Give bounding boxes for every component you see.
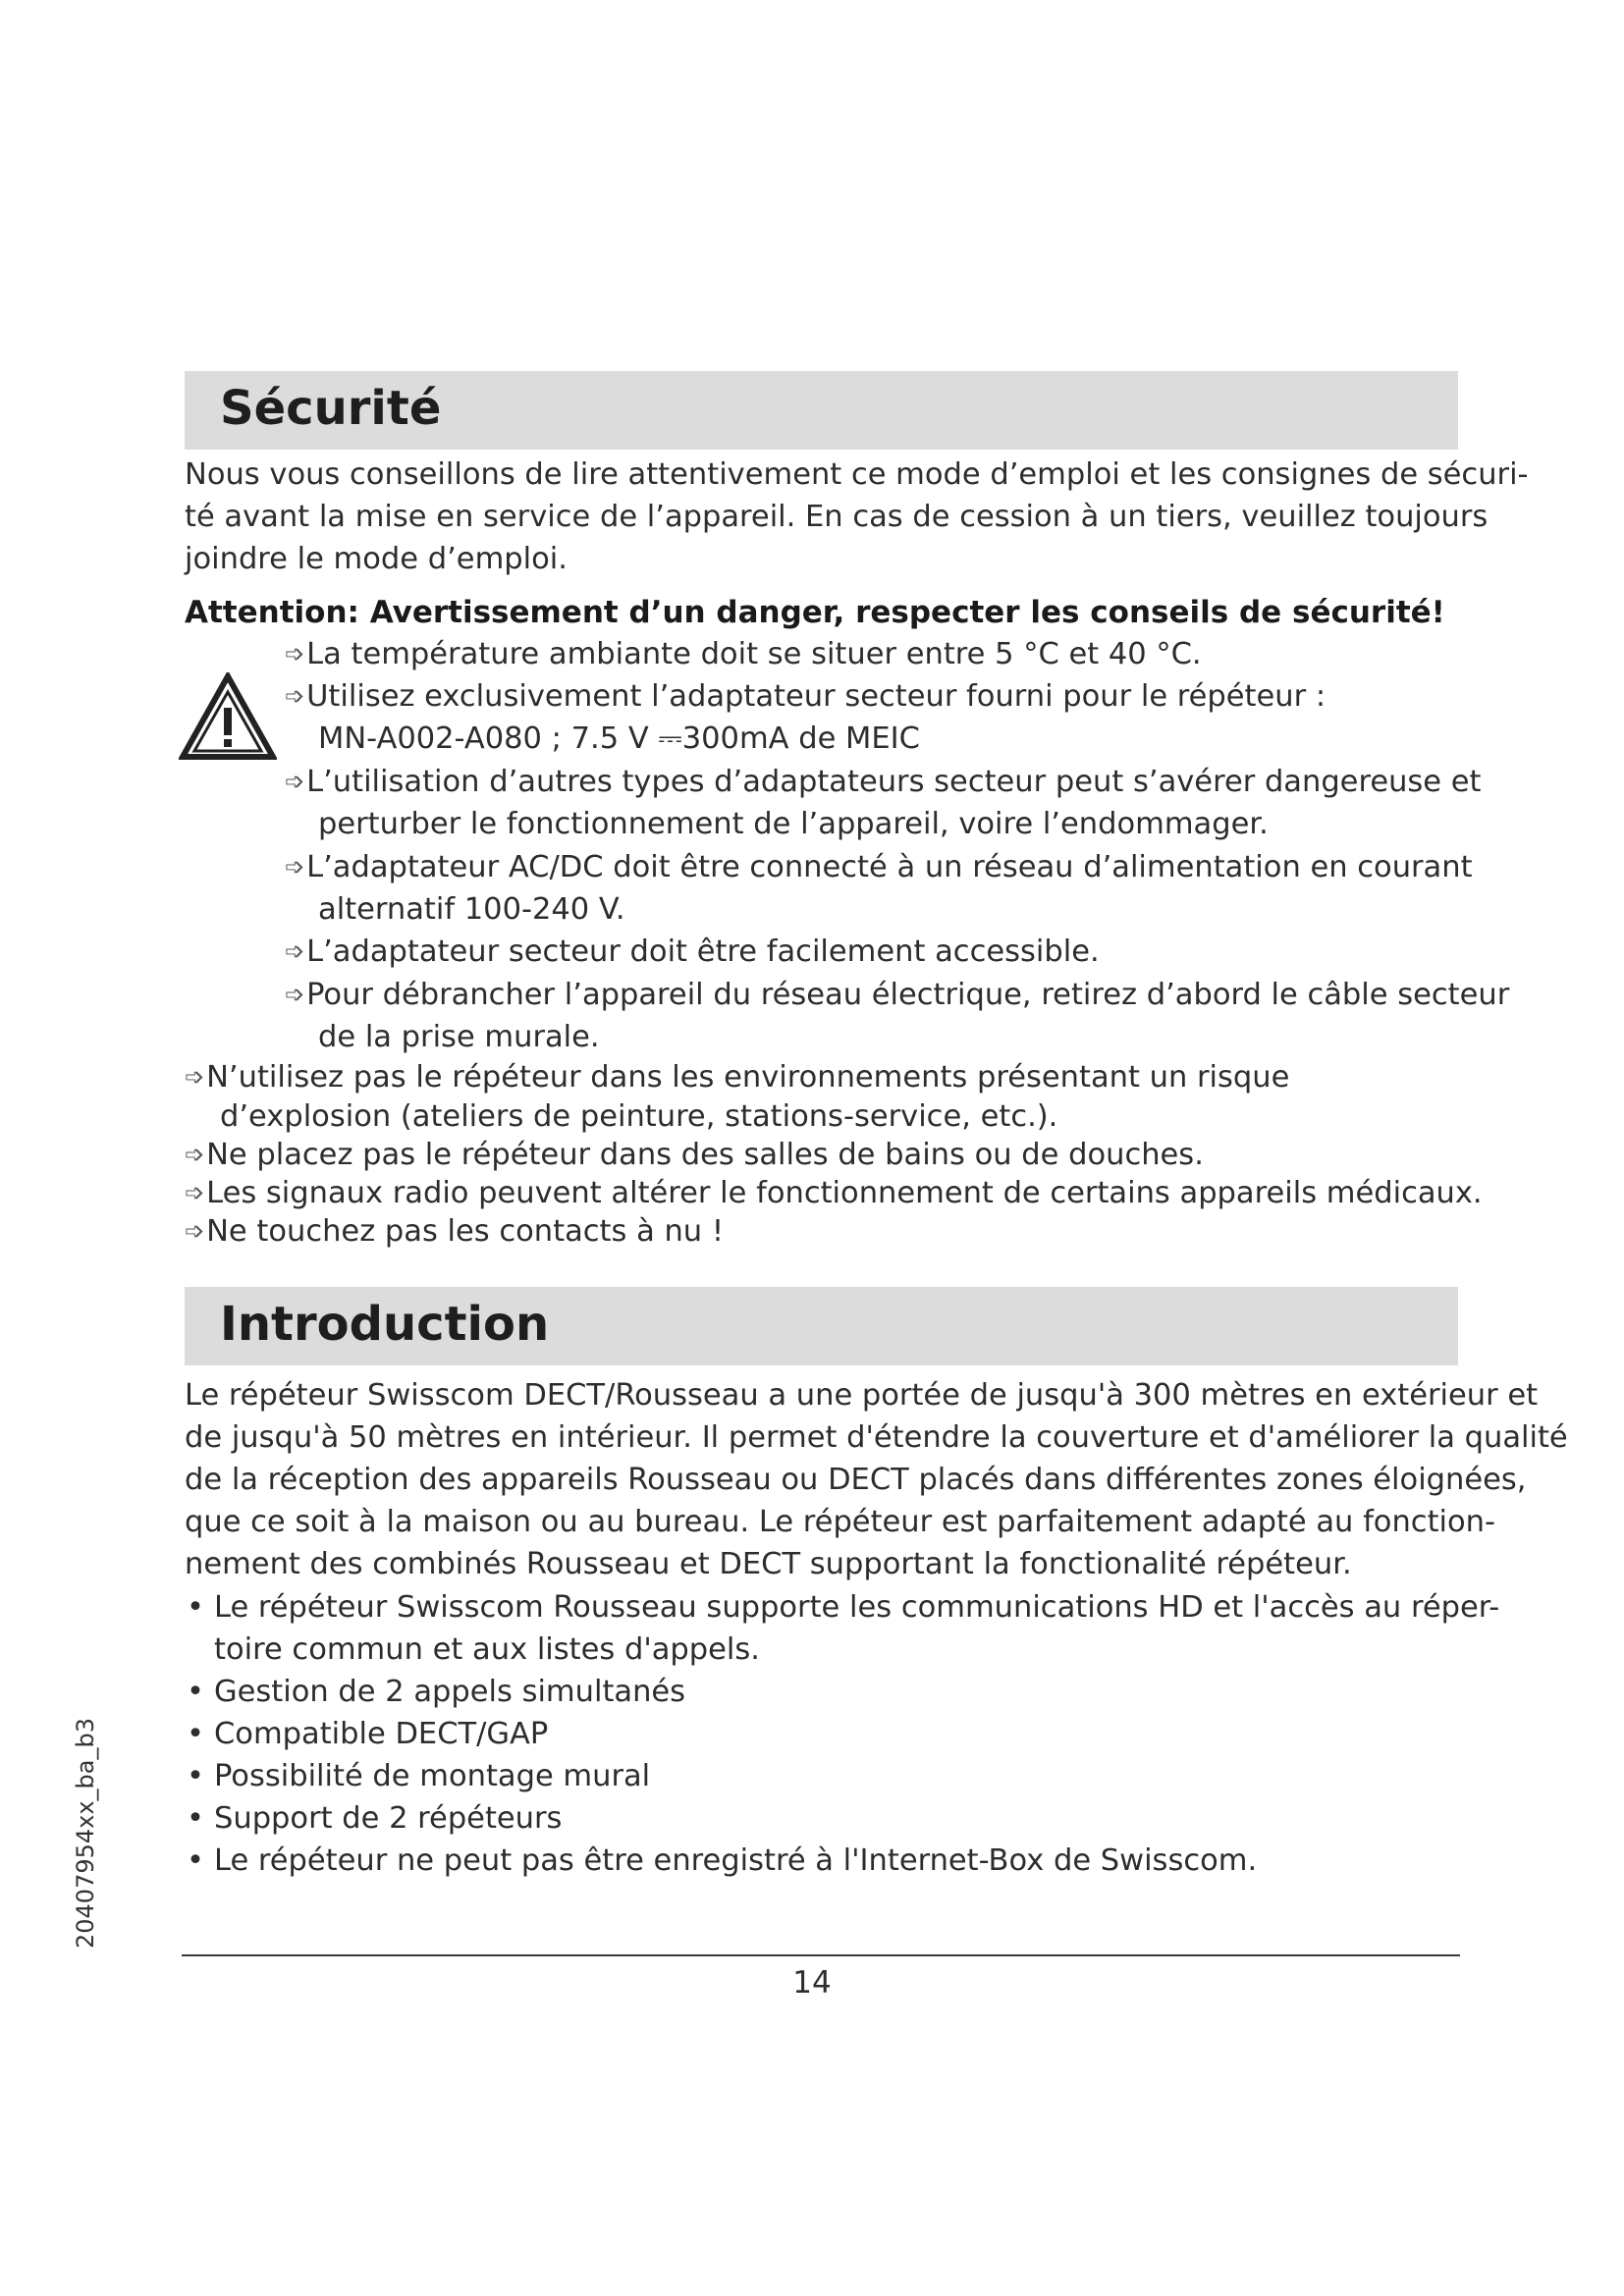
security-item-continuation: d’explosion (ateliers de peinture, stations-service, etc.). — [220, 1099, 1058, 1134]
arrow-right-icon: ➩ — [185, 1141, 205, 1168]
arrow-right-icon: ➩ — [285, 682, 305, 710]
introduction-line: de la réception des appareils Rousseau ou DECT placés dans différentes zones éloignées, — [185, 1463, 1527, 1497]
security-item-continuation: alternatif 100-240 V. — [318, 892, 625, 927]
attention-heading: Attention: Avertissement d’un danger, respecter les conseils de sécurité! — [185, 595, 1445, 630]
introduction-header — [185, 1287, 1458, 1365]
security-item: ➩La température ambiante doit se situer entre 5 °C et 40 °C. — [285, 633, 1202, 675]
list-item: • Support de 2 répéteurs — [187, 1801, 563, 1836]
arrow-right-icon: ➩ — [285, 981, 305, 1008]
security-item: ➩L’utilisation d’autres types d’adaptateurs secteur peut s’avérer dangereuse et — [285, 761, 1482, 803]
security-item: ➩L’adaptateur AC/DC doit être connecté à un réseau d’alimentation en courant — [285, 846, 1473, 888]
arrow-right-icon: ➩ — [185, 1063, 205, 1091]
introduction-line: que ce soit à la maison ou au bureau. Le répéteur est parfaitement adapté au fonction- — [185, 1505, 1496, 1539]
security-item: ➩Les signaux radio peuvent altérer le fonctionnement de certains appareils médicaux. — [185, 1172, 1483, 1214]
security-intro-line: Nous vous conseillons de lire attentivement ce mode d’emploi et les consignes de sécuri- — [185, 457, 1529, 492]
list-item: • Le répéteur ne peut pas être enregistré à l'Internet-Box de Swisscom. — [187, 1843, 1258, 1878]
arrow-right-icon: ➩ — [285, 937, 305, 965]
security-item: ➩Ne placez pas le répéteur dans des salles de bains ou de douches. — [185, 1134, 1204, 1176]
list-item: • Gestion de 2 appels simultanés — [187, 1675, 686, 1709]
arrow-right-icon: ➩ — [285, 640, 305, 667]
security-item: ➩Pour débrancher l’appareil du réseau électrique, retirez d’abord le câble secteur — [285, 974, 1509, 1016]
security-intro-line: joindre le mode d’emploi. — [185, 542, 568, 576]
introduction-line: Le répéteur Swisscom DECT/Rousseau a une portée de jusqu'à 300 mètres en extérieur et — [185, 1378, 1539, 1413]
footer-divider — [182, 1954, 1460, 1956]
introduction-line: nement des combinés Rousseau et DECT supportant la fonctionalité répéteur. — [185, 1547, 1352, 1581]
list-item: • Possibilité de montage mural — [187, 1759, 651, 1793]
document-code: 20407954xx_ba_b3 — [72, 1717, 99, 1949]
security-item: ➩N’utilisez pas le répéteur dans les environnements présentant un risque — [185, 1056, 1289, 1098]
security-item: ➩Utilisez exclusivement l’adaptateur secteur fourni pour le répéteur : — [285, 675, 1326, 718]
arrow-right-icon: ➩ — [285, 853, 305, 881]
security-header — [185, 371, 1458, 450]
security-item-continuation: MN-A002-A080 ; 7.5 V ⎓300mA de MEIC — [318, 721, 920, 756]
warning-triangle-icon — [179, 672, 277, 761]
list-item: • Le répéteur Swisscom Rousseau supporte les communications HD et l'accès au réper- — [187, 1590, 1500, 1625]
list-item: • Compatible DECT/GAP — [187, 1717, 549, 1751]
arrow-right-icon: ➩ — [285, 768, 305, 795]
arrow-right-icon: ➩ — [185, 1179, 205, 1206]
introduction-paragraph — [185, 1374, 1568, 1585]
arrow-right-icon: ➩ — [185, 1217, 205, 1245]
security-intro-line: té avant la mise en service de l’appareil. En cas de cession à un tiers, veuillez toujours — [185, 500, 1489, 534]
security-title: Sécurité — [220, 381, 442, 436]
security-item-continuation: perturber le fonctionnement de l’appareil, voire l’endommager. — [318, 807, 1269, 841]
introduction-line: de jusqu'à 50 mètres en intérieur. Il permet d'étendre la couverture et d'améliorer la qualité — [185, 1420, 1568, 1455]
security-item-continuation: de la prise murale. — [318, 1020, 600, 1054]
introduction-title: Introduction — [220, 1297, 550, 1352]
security-intro — [185, 454, 1529, 580]
list-item-continuation: toire commun et aux listes d'appels. — [214, 1632, 760, 1667]
page-number: 14 — [792, 1965, 832, 2001]
security-item: ➩L’adaptateur secteur doit être facilement accessible. — [285, 931, 1100, 973]
security-item: ➩Ne touchez pas les contacts à nu ! — [185, 1210, 724, 1253]
